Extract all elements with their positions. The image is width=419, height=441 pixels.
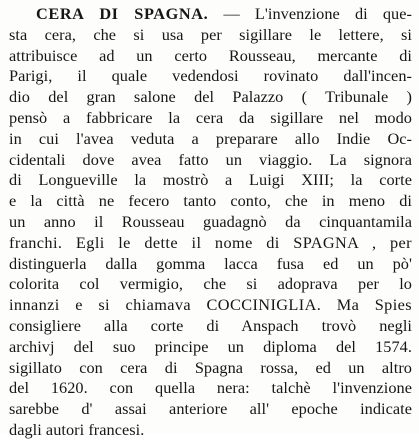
paragraph-line: distinguerla dalla gomma lacca fusa ed un pò' — [9, 253, 412, 273]
paragraph-line: di Longueville la mostrò a Luigi XIII; la corte — [9, 170, 412, 190]
entry-heading: CERA DI SPAGNA. — [36, 4, 209, 23]
line-text: — L'invenzione di que- — [208, 4, 412, 23]
paragraph-line: pensò a fabbricare la cera da sigillare nel modo — [9, 107, 412, 127]
paragraph-line: colorita col vermigio, che si adoprava per lo — [9, 274, 412, 294]
paragraph-line: sigillato con cera di Spagna rossa, ed un altro — [9, 357, 412, 377]
paragraph-line: franchi. Egli le dette il nome di SPAGNA , per — [9, 232, 412, 252]
paragraph-line: archivj del suo principe un diploma del 1574. — [9, 336, 412, 356]
paragraph-line: del 1620. con quella nera: talchè l'invenzione — [9, 378, 412, 398]
paragraph-line: in cui l'avea veduta a preparare allo Indie Oc- — [9, 128, 412, 148]
paragraph-line: attribuisce ad un certo Rousseau, mercante di — [9, 45, 412, 65]
paragraph-line: sta cera, che si usa per sigillare le lettere, si — [9, 24, 412, 44]
text-column — [9, 4, 412, 441]
paragraph-line: cidentali dove avea fatto un viaggio. La signora — [9, 149, 412, 169]
paragraph-line: un anno il Rousseau guadagnò da cinquantamila — [9, 211, 412, 231]
paragraph-line: consigliere alla corte di Anspach trovò negli — [9, 315, 412, 335]
paragraph-line: sarebbe d' assai anteriore all' epoche indicate — [9, 399, 412, 419]
paragraph-line: e la città ne fecero tanto conto, che in meno di — [9, 191, 412, 211]
paragraph-line: dagli autori francesi. — [9, 419, 145, 439]
paragraph-line: dio del gran salone del Palazzo ( Tribunale ) — [9, 87, 412, 107]
paragraph-line: innanzi e si chiamava COCCINIGLIA. Ma Spies — [9, 295, 412, 315]
paragraph-line: Parigi, il quale vedendosi rovinato dall'incen- — [9, 66, 412, 86]
paragraph-line — [9, 4, 412, 25]
